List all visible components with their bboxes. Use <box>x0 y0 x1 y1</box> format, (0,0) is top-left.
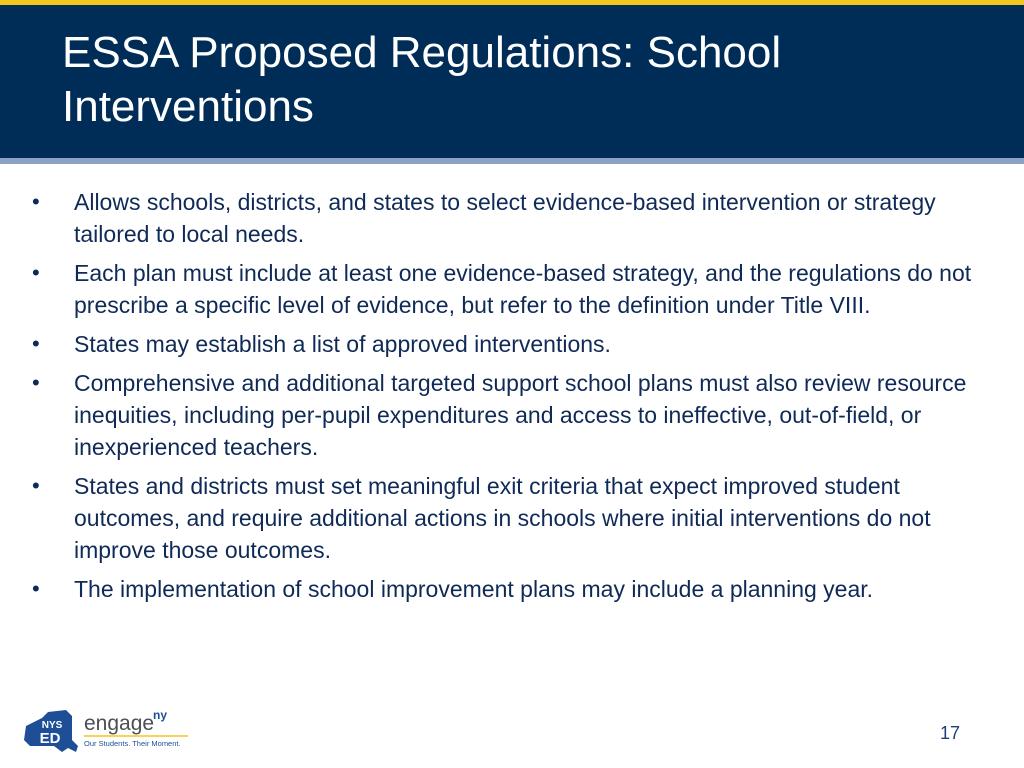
bullet-icon: • <box>32 260 40 285</box>
bullet-icon: • <box>32 370 40 395</box>
bullet-icon: • <box>32 189 40 214</box>
bullet-text: States may establish a list of approved interventions. <box>74 331 611 357</box>
tagline-text: Our Students. Their Moment. <box>84 739 181 748</box>
bullet-icon: • <box>32 576 40 601</box>
bullet-icon: • <box>32 331 40 356</box>
slide-title: ESSA Proposed Regulations: School Interventions <box>62 28 782 131</box>
ed-text: ED <box>39 730 61 747</box>
bullet-text: States and districts must set meaningful exit criteria that expect improved student outcomes, and require additional actions in schools where initial interventions do not improve those outcomes. <box>74 473 931 563</box>
bullet-text: Comprehensive and additional targeted support school plans must also review resource inequities, including per-pupil expenditures and access to ineffective, out-of-field, or inexperienced teachers. <box>74 370 967 460</box>
logo-graphic <box>18 706 218 756</box>
bullet-item <box>28 573 978 605</box>
bullet-item <box>28 186 978 250</box>
nys-text: NYS <box>41 720 63 731</box>
bullet-text: Allows schools, districts, and states to select evidence-based intervention or strategy tailored to local needs. <box>74 189 936 247</box>
nysed-engageny-logo <box>18 706 218 756</box>
bullet-item <box>28 367 978 463</box>
gov-text: .gov <box>44 747 54 753</box>
bullet-text: The implementation of school improvement plans may include a planning year. <box>74 576 874 602</box>
bullet-item <box>28 328 978 360</box>
bullet-icon: • <box>32 473 40 498</box>
engage-wordmark: engage <box>84 712 155 735</box>
page-number: 17 <box>939 723 961 743</box>
title-underline <box>0 158 1024 164</box>
bullet-list <box>28 186 978 612</box>
ny-superscript: ny <box>153 708 168 722</box>
bullet-item <box>28 470 978 566</box>
bullet-item <box>28 257 978 321</box>
bullet-text: Each plan must include at least one evidence-based strategy, and the regulations do not prescribe a specific level of evidence, but refer to the definition under Title VIII. <box>74 260 972 318</box>
